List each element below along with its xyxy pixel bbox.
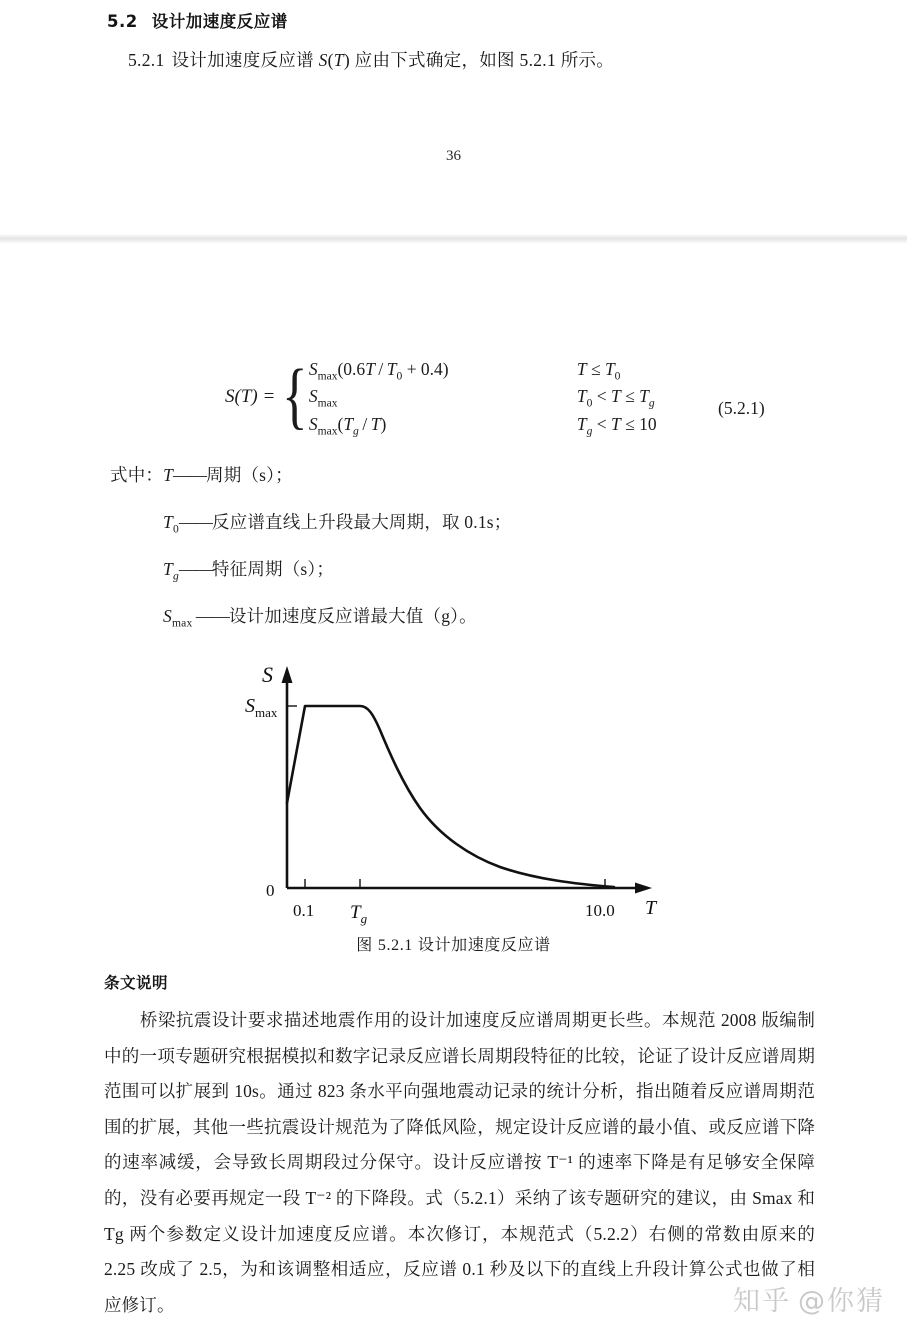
definition-2-symbol: $T_g$ [163, 559, 179, 583]
clause-text-before: 设计加速度反应谱 [171, 50, 314, 70]
section-heading [107, 8, 288, 32]
figure-caption [0, 932, 907, 955]
formula-case-1 [308, 359, 657, 383]
definition-1-symbol: $T_0$ [163, 512, 179, 536]
zhihu-watermark [733, 1279, 889, 1318]
chart-x-axis [287, 883, 652, 894]
chart-y-label-zero: 0 [266, 881, 275, 900]
case-1-condition: $T \le T_0$ [576, 359, 621, 383]
figure-caption-prefix: 图 [356, 937, 373, 954]
clause-5-2-1 [128, 47, 614, 72]
chart-x-axis-label: T [645, 897, 657, 919]
definition-2-text: 特征周期（s）； [211, 559, 335, 579]
chart-x-label-t0: 0.1 [293, 901, 315, 920]
chart-spectrum-curve [287, 706, 614, 887]
figure-caption-number: 5.2.1 [377, 937, 413, 954]
definition-3-dash: —— [192, 606, 229, 626]
explanation-paragraph-text: 桥梁抗震设计要求描述地震作用的设计加速度反应谱周期更长些。本规范 2008 版编制中的一项专题研究根据模拟和数字记录反应谱长周期段特征的比较，论证了设计反应谱周期范围可以扩展到 10s。通过 823 条水平向强地震动记录的统计分析，指出随着反应谱周期范围的扩展，其他一些抗震设计规范为了降低风险，规定设计反应谱的最小值、或反应谱下降的速率减缓，会导致长周期段过分保守。设计反应谱按 T⁻¹ 的速率下降是有足够安全保障的，没有必要再规定一段 T⁻² 的下降段。式（5.2.1）采纳了该专题研究的建议，由 Smax 和 Tg 两个参数定义设计加速度反应谱。本次修订，本规范式（5.2.2）右侧的常数由原来的 2.25 改成了 2.5，为和该调整相适应，反应谱 0.1 秒及以下的直线上升段计算公式也做了相应修订。 [104, 1010, 815, 1315]
clause-number: 5.2.1 [128, 50, 165, 70]
case-3-expression: $S_{max}(T_g / T)$ [308, 413, 387, 438]
definition-item-0 [110, 462, 293, 487]
page-number: 36 [446, 148, 461, 164]
figure-caption-title: 设计加速度反应谱 [417, 937, 551, 954]
case-brace-icon: { [282, 355, 308, 438]
definition-3-text: 设计加速度反应谱最大值（g）。 [228, 606, 477, 626]
formula-row [225, 355, 657, 438]
chart-x-label-tg: $T_g$ [350, 902, 368, 926]
equation-number: (5.2.1) [718, 398, 765, 418]
case-3-condition: $T_g < T \le 10$ [576, 413, 657, 438]
page-divider [0, 234, 907, 244]
chart-y-axis-label: S [262, 662, 273, 687]
explanation-paragraph [104, 1003, 815, 1323]
formula-cases [308, 359, 657, 438]
chart-x-label-ten: 10.0 [585, 901, 615, 920]
section-title: 设计加速度反应谱 [151, 12, 288, 31]
explanation-heading: 条文说明 [104, 974, 169, 992]
case-1-expression: $S_{max}(0.6T / T_0 + 0.4)$ [308, 359, 449, 383]
formula-case-2 [308, 386, 657, 410]
definition-1-dash: —— [178, 512, 212, 532]
watermark-brand: 知乎 [733, 1286, 791, 1317]
chart-y-label-smax: $S_{max}$ [245, 695, 278, 720]
definition-0-dash: —— [173, 465, 207, 485]
definition-label: 式中： [110, 465, 164, 485]
definition-item-1 [163, 509, 511, 534]
case-2-expression: $S_{max}$ [308, 386, 338, 410]
formula-lhs: S(T) = [225, 385, 276, 407]
section-number: 5.2 [107, 12, 138, 31]
clause-symbol: S(T) [318, 50, 355, 70]
definition-0-text: 周期（s）； [206, 465, 293, 485]
response-spectrum-chart [240, 650, 670, 930]
chart-svg [240, 650, 670, 930]
definition-item-2 [163, 556, 334, 581]
clause-text-after: 应由下式确定，如图 5.2.1 所示。 [354, 50, 615, 70]
formula-block [0, 355, 907, 460]
page-header-block [0, 0, 907, 240]
formula-case-3 [308, 413, 657, 438]
case-2-condition: $T_0 < T \le T_g$ [576, 386, 655, 410]
watermark-handle: @你猜 [798, 1286, 885, 1317]
definition-1-text: 反应谱直线上升段最大周期，取 0.1s； [211, 512, 512, 532]
definition-3-symbol: $S_{max}$ [163, 606, 193, 630]
definition-0-symbol: T [163, 465, 174, 485]
definition-item-3 [163, 603, 477, 628]
definition-2-dash: —— [178, 559, 212, 579]
